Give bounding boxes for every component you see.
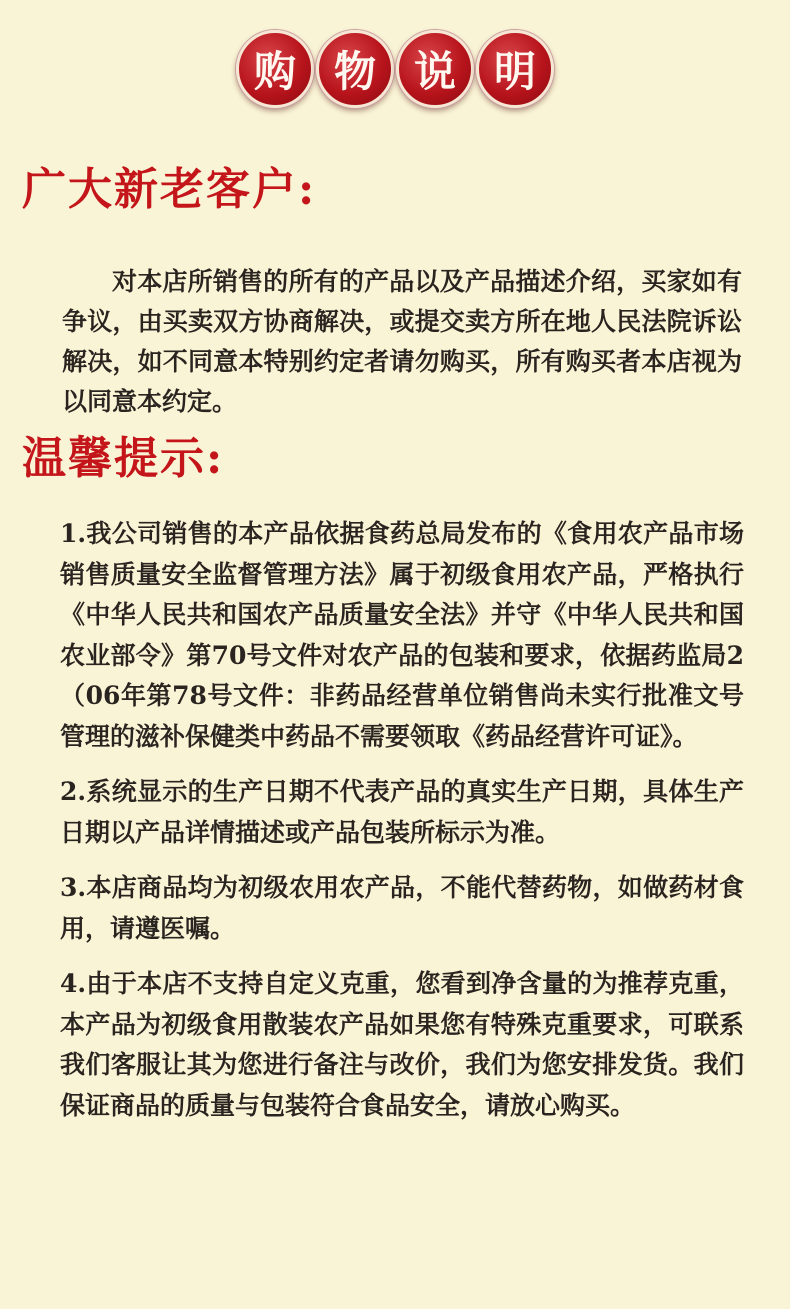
- section-heading-tips: 温馨提示:: [22, 433, 225, 484]
- title-char-4: 明: [476, 30, 554, 108]
- title-char-2: 物: [316, 30, 394, 108]
- tip-item-3: 3.本店商品均为初级农用农产品，不能代替药物，如做药材食用，请遵医嘱。: [60, 873, 744, 943]
- title-char-3: 说: [396, 30, 474, 108]
- tip-item-4: 4.由于本店不支持自定义克重，您看到净含量的为推荐克重，本产品为初级食用散装农产品如果您有特殊克重要求，可联系我们客服让其为您进行备注与改价，我们为您安排发货。我们保证商品的质量与包装符合食品安全，请放心购买。: [60, 969, 744, 1120]
- tip-item-2: 2.系统显示的生产日期不代表产品的真实生产日期，具体生产日期以产品详情描述或产品包装所标示为准。: [60, 777, 744, 847]
- section-heading-customers: 广大新老客户:: [22, 164, 317, 215]
- tip-item-1: 1.我公司销售的本产品依据食药总局发布的《食用农产品市场销售质量安全监督管理方法》属于初级食用农产品，严格执行《中华人民共和国农产品质量安全法》并守《中华人民共和国农业部令》第70号文件对农产品的包装和要求，依据药监局2（06年第78号文件：非药品经营单位销售尚未实行批准文号管理的滋补保健类中药品不需要领取《药品经营许可证》。: [60, 519, 744, 751]
- title-char-1: 购: [236, 30, 314, 108]
- page-title: [0, 30, 790, 108]
- agreement-paragraph: 对本店所销售的所有的产品以及产品描述介绍，买家如有争议，由买卖双方协商解决，或提交卖方所在地人民法院诉讼解决，如不同意本特别约定者请勿购买，所有购买者本店视为以同意本约定。: [62, 267, 742, 416]
- tips-list: [60, 514, 744, 1126]
